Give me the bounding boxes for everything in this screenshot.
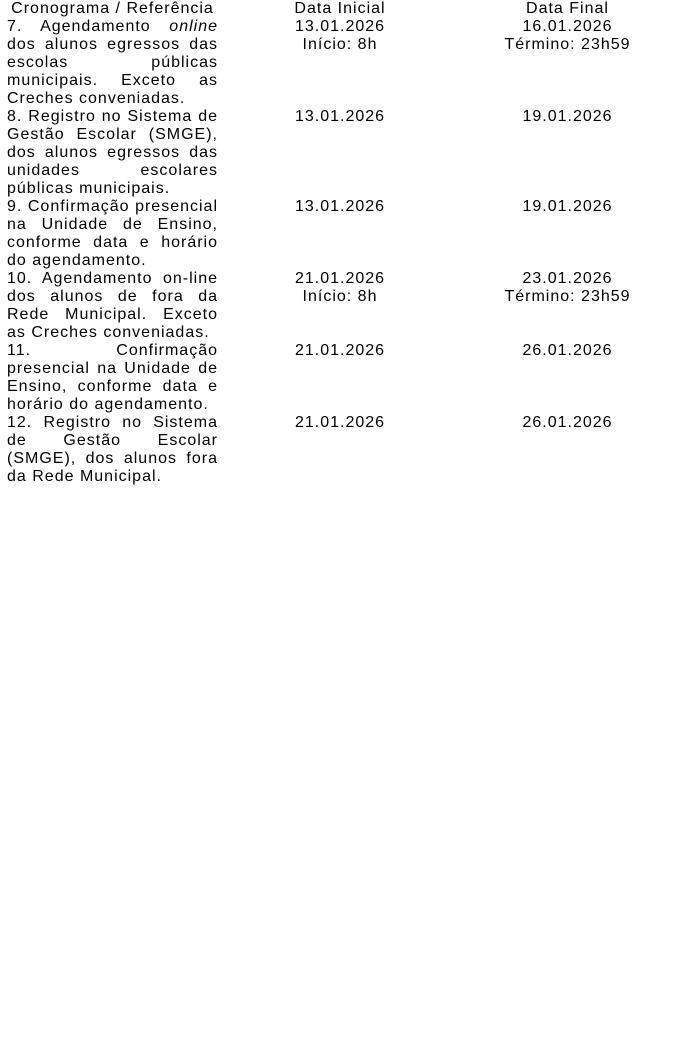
- end-date: 19.01.2026: [522, 108, 613, 125]
- activity-text: Registro no Sistema de Gestão Escolar (SMGE), dos alunos egressos das unidades escolares públicas municipais.: [7, 108, 218, 197]
- activity-number: 7.: [7, 18, 23, 35]
- start-time-note: Início: 8h: [302, 36, 378, 53]
- table-row: [7, 414, 673, 486]
- activity-text-continued: dos alunos egressos das escolas públicas municipais. Exceto as Creches conveniadas.: [7, 36, 218, 107]
- end-date-cell: [462, 342, 673, 414]
- start-date: 21.01.2026: [294, 414, 386, 431]
- activity-description: [7, 414, 218, 486]
- end-date: 23.01.2026: [522, 270, 613, 287]
- header-row: [7, 0, 673, 18]
- activity-description: [7, 18, 218, 108]
- table-row: [7, 270, 673, 342]
- activity-description: [7, 108, 218, 198]
- end-date: 26.01.2026: [522, 342, 613, 359]
- start-date: 13.01.2026: [294, 18, 386, 35]
- activity-number: 12.: [7, 414, 33, 431]
- start-date: 21.01.2026: [294, 270, 386, 287]
- activity-description: [7, 198, 218, 270]
- activity-text: Confirmação presencial na Unidade de Ensino, conforme data e horário do agendamento.: [7, 198, 218, 269]
- activity-text: Agendamento on-line dos alunos de fora da Rede Municipal. Exceto as Creches conveniadas.: [7, 270, 219, 341]
- start-time-note: Início: 8h: [302, 288, 378, 305]
- activity-number: 11.: [7, 342, 32, 359]
- table-row: [7, 108, 673, 198]
- end-date-cell: [462, 414, 673, 486]
- start-date: 13.01.2026: [294, 108, 386, 125]
- activity-text: Agendamento: [40, 18, 151, 35]
- activity-number: 8.: [7, 108, 23, 125]
- start-date-cell: [218, 270, 462, 342]
- start-date-cell: [218, 342, 462, 414]
- start-date-cell: [218, 18, 462, 108]
- activity-text-italic: online: [169, 18, 218, 35]
- start-date-cell: [218, 414, 462, 486]
- end-time-note: Término: 23h59: [504, 36, 631, 53]
- end-date: 16.01.2026: [522, 18, 613, 35]
- end-time-note: Término: 23h59: [504, 288, 631, 305]
- activity-text: Confirmação presencial na Unidade de Ensino, conforme data e horário do agendamento.: [7, 342, 218, 413]
- activity-description: [7, 270, 218, 342]
- activity-number: 9.: [7, 198, 23, 215]
- header-reference: Cronograma / Referência: [11, 0, 214, 17]
- activity-number: 10.: [7, 270, 33, 287]
- start-date: 21.01.2026: [294, 342, 386, 359]
- table-row: [7, 18, 673, 108]
- end-date: 19.01.2026: [522, 198, 613, 215]
- start-date: 13.01.2026: [294, 198, 386, 215]
- end-date-cell: [462, 198, 673, 270]
- start-date-cell: [218, 198, 462, 270]
- activity-text: Registro no Sistema de Gestão Escolar (SMGE), dos alunos fora da Rede Municipal.: [7, 414, 219, 485]
- end-date-cell: [462, 18, 673, 108]
- schedule-table: [7, 0, 673, 486]
- activity-description: [7, 342, 218, 414]
- table-row: [7, 198, 673, 270]
- end-date: 26.01.2026: [522, 414, 613, 431]
- schedule-header: [7, 0, 673, 18]
- start-date-cell: [218, 108, 462, 198]
- schedule-body: [7, 18, 673, 486]
- end-date-cell: [462, 108, 673, 198]
- table-row: [7, 342, 673, 414]
- header-start-date: Data Inicial: [294, 0, 386, 17]
- header-end-date: Data Final: [526, 0, 609, 17]
- end-date-cell: [462, 270, 673, 342]
